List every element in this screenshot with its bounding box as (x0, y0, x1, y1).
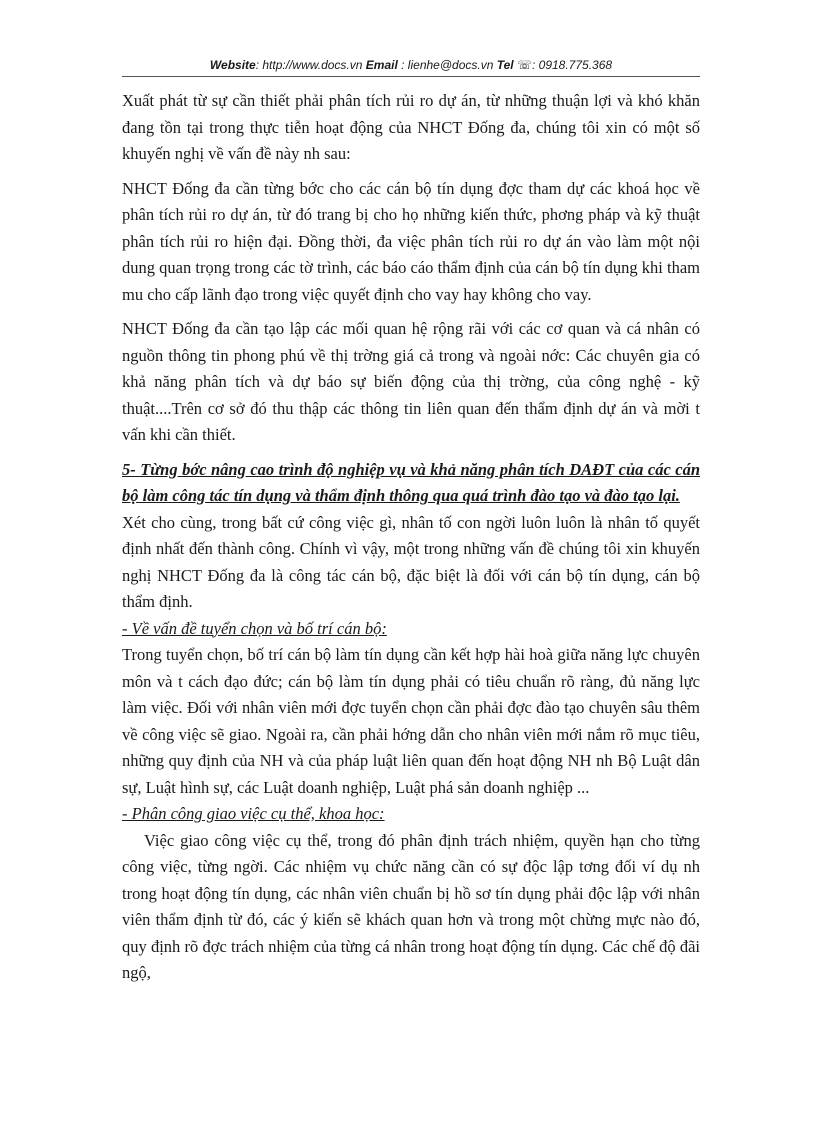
tel-value: : 0918.775.368 (531, 58, 613, 72)
paragraph-training: NHCT Đống đa cần từng bớc cho các cán bộ tín dụng đợc tham dự các khoá học về phân tích rủi ro dự án, từ đó trang bị cho họ những kiến thức, phơng pháp và kỹ thuật phân tích rủi ro hiện đại. Đồng thời, đa việc phân tích rủi ro dự án vào làm một nội dung quan trọng trong các tờ trình, các báo cáo thẩm định của cán bộ tín dụng khi tham mu cho cấp lãnh đạo trong việc quyết định cho vay hay không cho vay. (122, 178, 700, 304)
subheading-assignment: - Phân công giao việc cụ thể, khoa học: (122, 804, 385, 823)
website-value: : http://www.docs.vn (255, 58, 363, 72)
document-body (122, 88, 700, 987)
telephone-icon: ☏ (516, 58, 532, 72)
email-value: : lienhe@docs.vn (401, 58, 494, 72)
paragraph-relations: NHCT Đống đa cần tạo lập các mối quan hệ rộng rãi với các cơ quan và cá nhân có nguồn thông tin phong phú về thị trờng giá cả trong và ngoài nớc: Các chuyên gia có khả năng phân tích và dự báo sự biến động của thị trờng, của công nghệ - kỹ thuật....Trên cơ sở đó thu thập các thông tin liên quan đến thẩm định dự án và mời t vấn khi cần thiết. (122, 319, 700, 444)
header-divider (122, 76, 700, 77)
paragraph-intro: Xuất phát từ sự cần thiết phải phân tích rủi ro dự án, từ những thuận lợi và khó khăn đang tồn tại trong thực tiễn hoạt động của NHCT Đống đa, chúng tôi xin có một số khuyến nghị về vấn đề này nh sau: (122, 91, 700, 163)
website-label: Website (209, 58, 256, 72)
paragraph-assignment: Việc giao công việc cụ thể, trong đó phân định trách nhiệm, quyền hạn cho từng công việc, từng ngời. Các nhiệm vụ chức năng cần có sự độc lập tơng đối ví dụ nh trong hoạt động tín dụng, các nhân viên chuẩn bị hồ sơ tín dụng phải độc lập với nhân viên thẩm định từ đó, các ý kiến sẽ khách quan hơn và trong một chừng mực nào đó, quy định rõ đợc trách nhiệm của từng cá nhân trong hoạt động tín dụng. Các chế độ đãi ngộ, (122, 830, 700, 982)
section-heading-5: 5- Từng bớc nâng cao trình độ nghiệp vụ và khả năng phân tích DAĐT của các cán bộ làm công tác tín dụng và thẩm định thông qua quá trình đào tạo và đào tạo lại. (122, 459, 700, 505)
tel-label: Tel (496, 58, 514, 72)
paragraph-human-factor: Xét cho cùng, trong bất cứ công việc gì, nhân tố con ngời luôn luôn là nhân tố quyết định nhất đến thành công. Chính vì vậy, một trong những vấn đề chúng tôi xin khuyến nghị NHCT Đống đa là công tác cán bộ, đặc biệt là đối với cán bộ tín dụng, cán bộ thẩm định. (122, 512, 700, 611)
subheading-recruitment: - Về vấn đề tuyển chọn và bố trí cán bộ: (122, 618, 387, 638)
page-header (122, 58, 700, 76)
email-label: Email (365, 58, 398, 72)
paragraph-recruitment: Trong tuyển chọn, bố trí cán bộ làm tín dụng cần kết hợp hài hoà giữa năng lực chuyên môn và t cách đạo đức; cán bộ làm tín dụng phải có tiêu chuẩn rõ ràng, đủ năng lực làm việc. Đối với nhân viên mới đợc tuyển chọn cần phải đợc đào tạo chuyên sâu thêm về công việc sẽ giao. Ngoài ra, cần phải hớng dẫn cho nhân viên mới nắm rõ mục tiêu, những quy định của NH và của pháp luật liên quan đến hoạt động NH nh Bộ Luật dân sự, Luật hình sự, các Luật doanh nghiệp, Luật phá sản doanh nghiệp ... (122, 645, 700, 797)
